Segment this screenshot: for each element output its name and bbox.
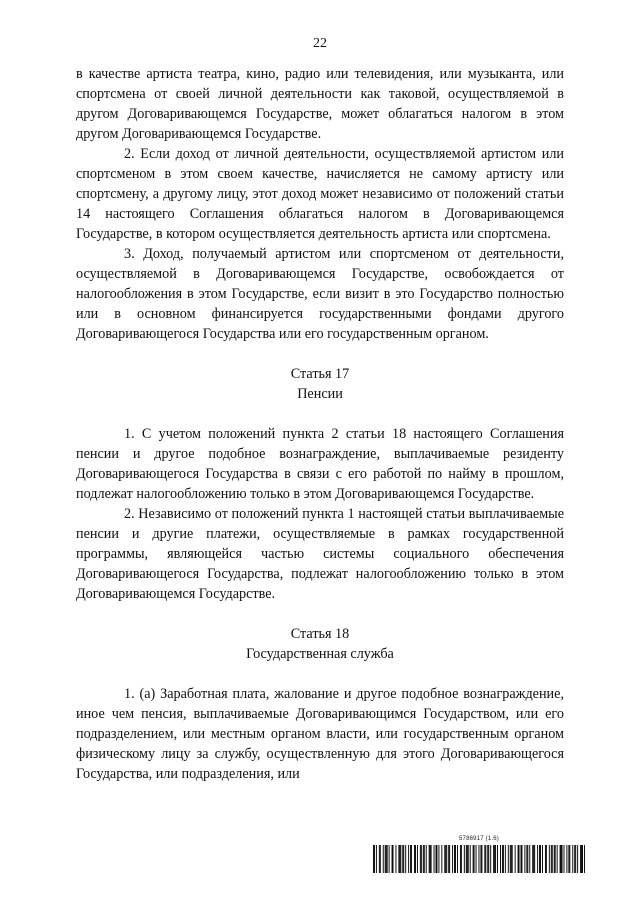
article-title: Пенсии (297, 386, 343, 402)
paragraph-continued: в качестве артиста театра, кино, радио или телевидения, или музыканта, или спортсмена от своей личной деятельности как таковой, осуществляемой в другом Договаривающемся Государстве, может облагаться налогом в этом другом Договаривающемся Государстве. (76, 66, 564, 142)
page-number: 22 (313, 36, 327, 51)
paragraph: 3. Доход, получаемый артистом или спортсменом от деятельности, осуществляемой в Договаривающемся Государстве, освобождается от налогообложения в этом Государстве, если визит в это Государство полностью или в основном финансируется государственными фондами другого Договаривающегося Государства или его государственным органом. (76, 246, 564, 342)
barcode-code: 5786917 (1.6) (459, 836, 499, 842)
paragraph: 2. Если доход от личной деятельности, осуществляемой артистом или спортсменом в этом своем качестве, начисляется не самому артисту или спортсмену, а другому лицу, этот доход может независимо от положений статьи 14 настоящего Соглашения облагаться налогом в Договаривающемся Государстве, в котором осуществляется деятельность артиста или спортсмена. (76, 146, 564, 242)
article-title: Государственная служба (246, 646, 394, 662)
document-body (76, 64, 564, 784)
paragraph: 2. Независимо от положений пункта 1 настоящей статьи выплачиваемые пенсии и другие платежи, осуществляемые в рамках государственной программы, являющейся частью системы социального обеспечения Договаривающегося Государства, подлежат налогообложению только в этом Договаривающемся Государстве. (76, 506, 564, 602)
article-number: Статья 18 (290, 626, 350, 642)
paragraph: 1. С учетом положений пункта 2 статьи 18 настоящего Соглашения пенсии и другое подобное вознаграждение, выплачиваемые резиденту Договаривающегося Государства в связи с его работой по найму в прошлом, подлежат налогообложению только в этом Договаривающемся Государстве. (76, 426, 564, 502)
article-number: Статья 17 (290, 366, 350, 382)
paragraph: 1. (a) Заработная плата, жалование и другое подобное вознаграждение, иное чем пенсия, выплачиваемые Договаривающимся Государством, или его подразделением, или местным органом власти, или государственным органом физическому лицу за службу, осуществленную для этого Договаривающегося Государства, или подразделения, или (76, 686, 564, 782)
barcode-image (373, 845, 585, 873)
